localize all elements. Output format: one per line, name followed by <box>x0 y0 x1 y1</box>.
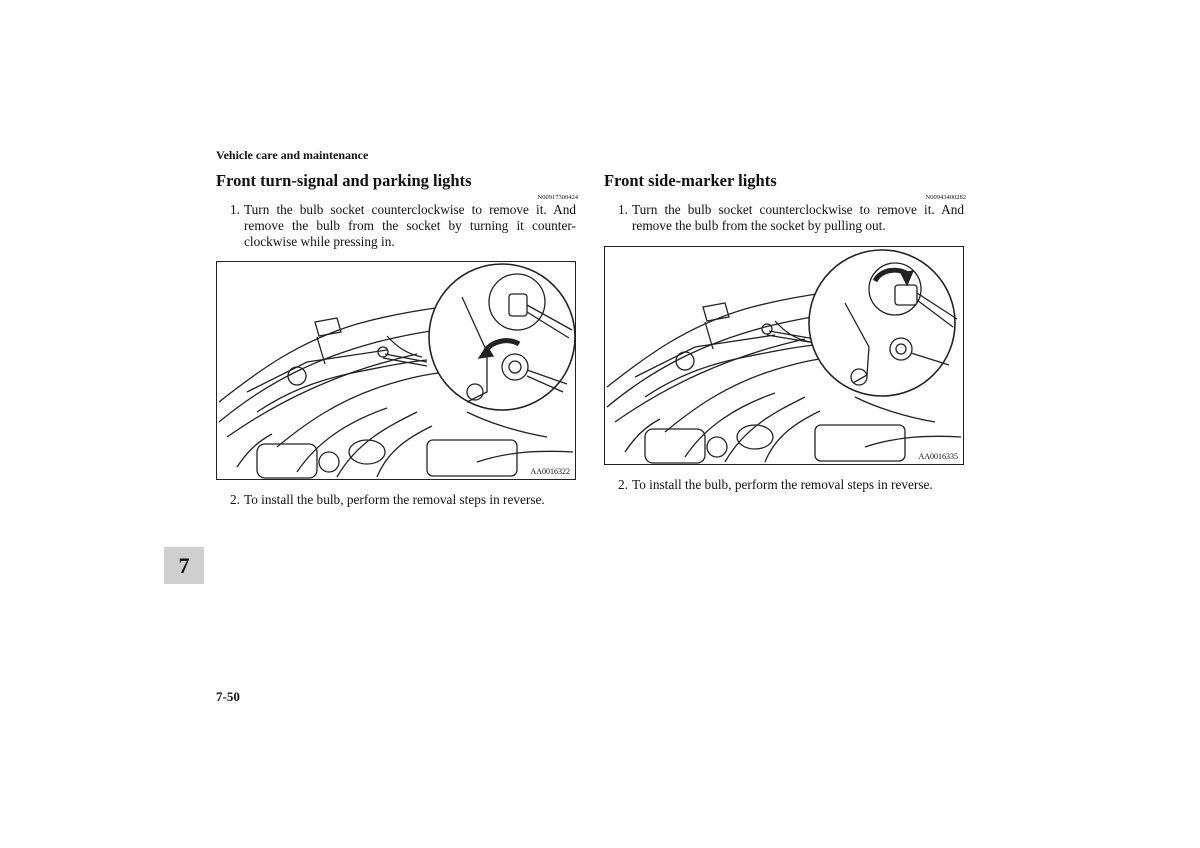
right-step-2-number: 2. <box>618 476 628 492</box>
right-figure <box>604 246 964 465</box>
right-figure-code: AA0016335 <box>918 451 958 461</box>
left-step-1 <box>216 202 578 249</box>
left-step-1-text: Turn the bulb socket counterclockwise to remove it. And remove the bulb from the socket by turning it counter-clockwise while pressing in. <box>244 202 576 249</box>
page-number: 7-50 <box>216 689 240 704</box>
right-section-title: Front side-marker lights <box>604 171 777 190</box>
right-step-1-text: Turn the bulb socket counterclockwise to remove it. And remove the bulb from the socket by pulling out. <box>632 202 964 233</box>
left-step-2-text: To install the bulb, perform the removal steps in reverse. <box>244 492 545 508</box>
right-step-1 <box>604 202 966 234</box>
left-reference-code: N00917300424 <box>537 194 578 201</box>
left-figure <box>216 261 576 480</box>
section-header: Vehicle care and maintenance <box>216 148 369 162</box>
engine-bay-turn-signal-illustration <box>217 262 575 479</box>
left-figure-code: AA0016322 <box>530 467 570 477</box>
right-column <box>604 170 966 492</box>
left-column <box>216 170 578 508</box>
chapter-tab: 7 <box>164 547 204 584</box>
left-step-2 <box>216 492 578 508</box>
right-step-1-number: 1. <box>618 202 628 217</box>
right-step-2 <box>604 477 966 493</box>
right-step-2-text: To install the bulb, perform the removal steps in reverse. <box>632 476 933 492</box>
engine-bay-side-marker-illustration <box>605 247 963 464</box>
left-step-1-number: 1. <box>230 202 240 217</box>
right-reference-code: N00943400282 <box>925 194 966 201</box>
left-section-title: Front turn-signal and parking lights <box>216 171 472 190</box>
left-step-2-number: 2. <box>230 492 240 508</box>
